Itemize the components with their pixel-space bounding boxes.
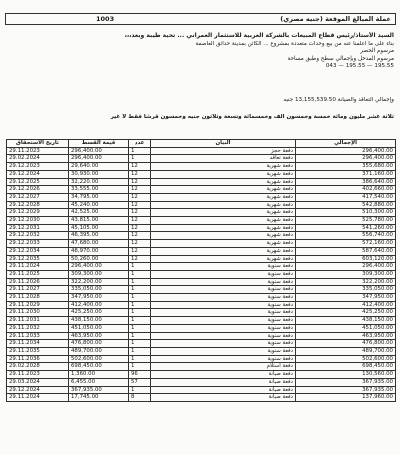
due-date-cell: 29.12.2032	[7, 232, 69, 240]
header-description: البيان	[151, 140, 296, 148]
due-date-cell: 29.12.2033	[7, 240, 69, 248]
description-cell: دفعة سنوية	[151, 332, 296, 340]
total-cell: 463,950.00	[296, 332, 396, 340]
count-cell: 1	[129, 332, 151, 340]
table-row	[7, 178, 396, 186]
installment-cell: 30,930.00	[69, 170, 129, 178]
table-row	[7, 371, 396, 379]
table-row	[7, 317, 396, 325]
total-cell: 525,780.00	[296, 217, 396, 225]
count-cell: 57	[129, 378, 151, 386]
count-cell: 1	[129, 147, 151, 155]
count-cell: 1	[129, 347, 151, 355]
description-cell: دفعة شهرية	[151, 186, 296, 194]
due-date-cell: 29.12.2030	[7, 217, 69, 225]
total-cell: 402,660.00	[296, 186, 396, 194]
description-cell: دفعة سنوية	[151, 301, 296, 309]
table-row	[7, 201, 396, 209]
due-date-cell: 29.12.2024	[7, 170, 69, 178]
total-cell: 412,400.00	[296, 301, 396, 309]
count-cell: 1	[129, 386, 151, 394]
total-cell: 438,150.00	[296, 317, 396, 325]
due-date-cell: 29.11.2034	[7, 340, 69, 348]
installment-cell: 322,200.00	[69, 278, 129, 286]
table-row	[7, 347, 396, 355]
count-cell: 12	[129, 186, 151, 194]
installment-cell: 32,220.00	[69, 178, 129, 186]
count-cell: 12	[129, 224, 151, 232]
total-cell: 137,960.00	[296, 394, 396, 402]
table-row	[7, 394, 396, 402]
payment-schedule-table	[6, 139, 396, 402]
table-row	[7, 170, 396, 178]
table-row	[7, 209, 396, 217]
due-date-cell: 29.11.2030	[7, 309, 69, 317]
table-row	[7, 147, 396, 155]
description-cell: دفعة صيانة	[151, 394, 296, 402]
total-cell: 130,560.00	[296, 371, 396, 379]
table-row	[7, 301, 396, 309]
description-cell: دفعة تعاقد	[151, 155, 296, 163]
installment-cell: 296,400.00	[69, 147, 129, 155]
due-date-cell: 29.12.2027	[7, 193, 69, 201]
installment-cell: 489,700.00	[69, 347, 129, 355]
installment-cell: 367,935.00	[69, 386, 129, 394]
installment-cell: 502,600.00	[69, 355, 129, 363]
count-cell: 1	[129, 309, 151, 317]
area-value-1: 195.55	[374, 63, 394, 70]
header-installment: قيمة القسط	[69, 140, 129, 148]
description-cell: دفعة شهرية	[151, 201, 296, 209]
total-cell: 489,700.00	[296, 347, 396, 355]
table-row	[7, 232, 396, 240]
count-cell: 12	[129, 240, 151, 248]
area-code: 043	[325, 63, 337, 70]
count-cell: 12	[129, 170, 151, 178]
due-date-cell: 29.12.2031	[7, 224, 69, 232]
count-cell: 96	[129, 371, 151, 379]
due-date-cell: 29.11.2023	[7, 371, 69, 379]
count-cell: 1	[129, 324, 151, 332]
due-date-cell: 29.11.2031	[7, 317, 69, 325]
due-date-cell: 29.11.2035	[7, 347, 69, 355]
table-row	[7, 270, 396, 278]
table-row	[7, 340, 396, 348]
count-cell: 12	[129, 163, 151, 171]
total-amount: 13,155,539.50	[294, 97, 336, 103]
installment-cell: 42,525.00	[69, 209, 129, 217]
installment-cell: 43,815.00	[69, 217, 129, 225]
count-cell: 1	[129, 286, 151, 294]
count-cell: 1	[129, 340, 151, 348]
count-cell: 1	[129, 301, 151, 309]
header-total: الإجمالي	[296, 140, 396, 148]
total-cell: 587,640.00	[296, 247, 396, 255]
intro-line: بناء على ما أعلمنا عنه من بيع وحدات متعددة بمشروع ... الكائن بمدينة حدائق العاصمة	[195, 41, 394, 47]
description-cell: دفعة شهرية	[151, 232, 296, 240]
due-date-cell: 29.11.2028	[7, 294, 69, 302]
table-row	[7, 163, 396, 171]
count-cell: 1	[129, 278, 151, 286]
count-cell: 1	[129, 270, 151, 278]
table-row	[7, 278, 396, 286]
total-cell: 296,400.00	[296, 147, 396, 155]
description-cell: دفعة سنوية	[151, 340, 296, 348]
table-row	[7, 155, 396, 163]
total-cell: 296,400.00	[296, 263, 396, 271]
table-header-row	[7, 140, 396, 148]
total-cell: 335,050.00	[296, 286, 396, 294]
due-date-cell: 29.12.2025	[7, 178, 69, 186]
due-date-cell: 29.03.2024	[7, 378, 69, 386]
description-cell: دفعة صيانة	[151, 371, 296, 379]
count-cell: 12	[129, 247, 151, 255]
count-cell: 1	[129, 363, 151, 371]
installment-cell: 476,800.00	[69, 340, 129, 348]
due-date-cell: 29.12.2023	[7, 163, 69, 171]
description-cell: دفعة سنوية	[151, 324, 296, 332]
installment-cell: 34,795.00	[69, 193, 129, 201]
table-row	[7, 263, 396, 271]
table-row	[7, 294, 396, 302]
due-date-cell: 29.11.2033	[7, 332, 69, 340]
description-cell: دفعة شهرية	[151, 170, 296, 178]
table-row	[7, 332, 396, 340]
due-date-cell: 29.12.2034	[7, 247, 69, 255]
installment-cell: 412,400.00	[69, 301, 129, 309]
description-cell: دفعة شهرية	[151, 163, 296, 171]
total-cell: 347,950.00	[296, 294, 396, 302]
installment-cell: 45,105.00	[69, 224, 129, 232]
installment-cell: 698,450.00	[69, 363, 129, 371]
total-cell: 322,200.00	[296, 278, 396, 286]
total-cell: 510,300.00	[296, 209, 396, 217]
total-label: وإجمالي التعاقد والصيانة	[337, 97, 394, 103]
description-cell: دفعة حجز	[151, 147, 296, 155]
description-cell: دفعة شهرية	[151, 193, 296, 201]
count-cell: 12	[129, 217, 151, 225]
table-row	[7, 355, 396, 363]
installment-cell: 296,400.00	[69, 263, 129, 271]
count-cell: 12	[129, 255, 151, 263]
amount-in-words: ثلاثة عشر مليون ومائة خمسة وخمسون ألف وخمسمائة وتسعة وثلاثون جنيه وخمسون قرشا فقط لا غير	[110, 114, 394, 120]
greeting-line: السيد الأستاذ/رئيس قطاع المبيعات بالشركة العربية للاستثمار العمراني ... تحية طيبة وبعد،،،	[124, 32, 394, 39]
description-cell: دفعة شهرية	[151, 240, 296, 248]
table-row	[7, 217, 396, 225]
table-row	[7, 193, 396, 201]
intro-line: مرسوم المدخل وبإجمالي سطح وطبق مساحة	[287, 55, 394, 62]
total-cell: 386,640.00	[296, 178, 396, 186]
installment-cell: 309,300.00	[69, 270, 129, 278]
installment-cell: 296,400.00	[69, 155, 129, 163]
installment-cell: 463,950.00	[69, 332, 129, 340]
total-cell: 603,120.00	[296, 255, 396, 263]
table-row	[7, 286, 396, 294]
description-cell: دفعة استلام	[151, 363, 296, 371]
installment-cell: 438,150.00	[69, 317, 129, 325]
description-cell: دفعة شهرية	[151, 255, 296, 263]
area-value-2: 195.55	[345, 63, 366, 70]
due-date-cell: 29.11.2027	[7, 286, 69, 294]
due-date-cell: 29.11.2025	[7, 270, 69, 278]
intro-line: مرسوم الحصر	[360, 48, 394, 55]
description-cell: دفعة شهرية	[151, 178, 296, 186]
count-cell: 1	[129, 263, 151, 271]
total-cell: 698,450.00	[296, 363, 396, 371]
installment-cell: 45,240.00	[69, 201, 129, 209]
description-cell: دفعة سنوية	[151, 317, 296, 325]
total-cell: 309,300.00	[296, 270, 396, 278]
table-row	[7, 186, 396, 194]
due-date-cell: 29.02.2024	[7, 155, 69, 163]
total-cell: 355,680.00	[296, 163, 396, 171]
installment-cell: 46,395.00	[69, 232, 129, 240]
due-date-cell: 29.02.2028	[7, 363, 69, 371]
installment-cell: 451,050.00	[69, 324, 129, 332]
description-cell: دفعة شهرية	[151, 217, 296, 225]
count-cell: 8	[129, 394, 151, 402]
currency-header-box	[5, 13, 396, 25]
description-cell: دفعة سنوية	[151, 309, 296, 317]
due-date-cell: 29.12.2024	[7, 386, 69, 394]
header-amount: 1003	[96, 15, 115, 23]
due-date-cell: 29.11.2023	[7, 147, 69, 155]
table-row	[7, 224, 396, 232]
count-cell: 12	[129, 193, 151, 201]
count-cell: 12	[129, 209, 151, 217]
total-cell: 367,935.00	[296, 386, 396, 394]
header-count: عدد	[129, 140, 151, 148]
header-due-date: تاريخ الاستحقاق	[7, 140, 69, 148]
table-row	[7, 324, 396, 332]
due-date-cell: 29.12.2028	[7, 201, 69, 209]
description-cell: دفعة سنوية	[151, 355, 296, 363]
count-cell: 12	[129, 201, 151, 209]
installment-cell: 1,360.00	[69, 371, 129, 379]
total-cell: 502,600.00	[296, 355, 396, 363]
installment-cell: 425,250.00	[69, 309, 129, 317]
total-cell: 371,160.00	[296, 170, 396, 178]
total-cell: 296,400.00	[296, 155, 396, 163]
installment-cell: 48,970.00	[69, 247, 129, 255]
total-cell: 541,260.00	[296, 224, 396, 232]
due-date-cell: 29.11.2036	[7, 355, 69, 363]
count-cell: 1	[129, 317, 151, 325]
due-date-cell: 29.12.2035	[7, 255, 69, 263]
installment-cell: 29,640.00	[69, 163, 129, 171]
installment-cell: 6,455.00	[69, 378, 129, 386]
table-row	[7, 309, 396, 317]
due-date-cell: 29.11.2032	[7, 324, 69, 332]
table-row	[7, 240, 396, 248]
count-cell: 12	[129, 232, 151, 240]
description-cell: دفعة شهرية	[151, 247, 296, 255]
due-date-cell: 29.11.2024	[7, 263, 69, 271]
description-cell: دفعة سنوية	[151, 263, 296, 271]
installment-cell: 47,680.00	[69, 240, 129, 248]
table-row	[7, 363, 396, 371]
total-cell: 476,800.00	[296, 340, 396, 348]
total-currency: جنيه	[283, 97, 294, 103]
due-date-cell: 29.12.2026	[7, 186, 69, 194]
total-cell: 367,935.00	[296, 378, 396, 386]
description-cell: دفعة شهرية	[151, 209, 296, 217]
area-line: 195.55 — 195.55 — 043	[325, 63, 394, 70]
table-row	[7, 386, 396, 394]
installment-cell: 50,260.00	[69, 255, 129, 263]
total-cell: 542,880.00	[296, 201, 396, 209]
total-cell: 572,160.00	[296, 240, 396, 248]
table-row	[7, 255, 396, 263]
installment-cell: 33,555.00	[69, 186, 129, 194]
description-cell: دفعة سنوية	[151, 286, 296, 294]
description-cell: دفعة سنوية	[151, 270, 296, 278]
total-cell: 556,740.00	[296, 232, 396, 240]
currency-label: عملة المبالغ الموقعة (جنيه مصري)	[280, 15, 391, 23]
installment-cell: 347,950.00	[69, 294, 129, 302]
count-cell: 1	[129, 355, 151, 363]
description-cell: دفعة صيانة	[151, 386, 296, 394]
count-cell: 12	[129, 178, 151, 186]
description-cell: دفعة سنوية	[151, 278, 296, 286]
installment-cell: 335,050.00	[69, 286, 129, 294]
due-date-cell: 29.12.2029	[7, 209, 69, 217]
description-cell: دفعة سنوية	[151, 347, 296, 355]
count-cell: 1	[129, 294, 151, 302]
total-cell: 425,250.00	[296, 309, 396, 317]
description-cell: دفعة سنوية	[151, 294, 296, 302]
table-row	[7, 247, 396, 255]
installment-cell: 17,745.00	[69, 394, 129, 402]
intro-paragraph	[6, 41, 394, 71]
total-cell: 417,540.00	[296, 193, 396, 201]
description-cell: دفعة صيانة	[151, 378, 296, 386]
total-cell: 451,050.00	[296, 324, 396, 332]
table-row	[7, 378, 396, 386]
due-date-cell: 29.11.2026	[7, 278, 69, 286]
total-line	[6, 97, 394, 104]
description-cell: دفعة شهرية	[151, 224, 296, 232]
due-date-cell: 29.11.2024	[7, 394, 69, 402]
due-date-cell: 29.11.2029	[7, 301, 69, 309]
count-cell: 1	[129, 155, 151, 163]
